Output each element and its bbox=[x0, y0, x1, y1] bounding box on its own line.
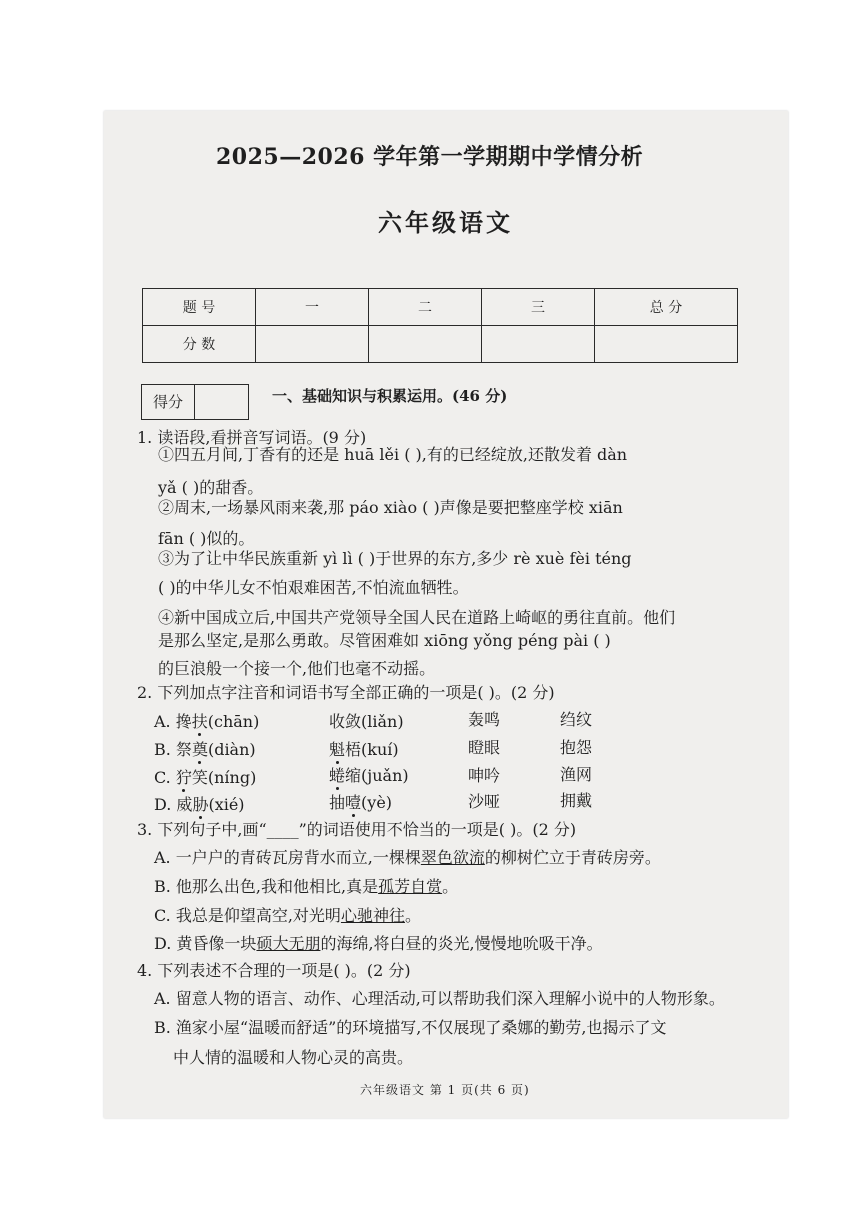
q3-option-b: B. 他那么出色,我和他相比,真是孤芳自赏。 bbox=[154, 877, 459, 896]
section-title: 一、基础知识与积累运用。(46 分) bbox=[272, 387, 508, 405]
q1-line: ①四五月间,丁香有的还是 huā lěi ( ),有的已经绽放,还散发着 dàn bbox=[158, 445, 628, 464]
q2-option-a-word3: 轰鸣 bbox=[468, 710, 501, 729]
q3-option-d: D. 黄昏像一块硕大无朋的海绵,将白昼的炎光,慢慢地吮吸干净。 bbox=[154, 934, 603, 953]
q2-option-c-word4: 渔网 bbox=[560, 765, 593, 784]
q2-option-c-word2: 蜷缩(juǎn) bbox=[329, 766, 409, 785]
q3-option-a: A. 一户户的青砖瓦房背水而立,一棵棵翠色欲流的柳树伫立于青砖房旁。 bbox=[154, 848, 661, 867]
q1-line: ③为了让中华民族重新 yì lì ( )于世界的东方,多少 rè xuè fèi téng bbox=[158, 549, 632, 568]
table-row bbox=[143, 326, 738, 363]
q2-option-d-word2: 抽噎(yè) bbox=[329, 793, 393, 812]
q1-line: ④新中国成立后,中国共产党领导全国人民在道路上崎岖的勇往直前。他们 bbox=[158, 608, 676, 627]
table-row bbox=[143, 289, 738, 326]
exam-subject: 六年级语文 bbox=[378, 208, 513, 237]
q3-stem: 3. 下列句子中,画“____”的词语使用不恰当的一项是( )。(2 分) bbox=[137, 820, 577, 839]
section-score-box bbox=[141, 384, 249, 420]
q2-option-c: C. 狞笑(níng) bbox=[154, 768, 257, 787]
q2-option-d: D. 威胁(xié) bbox=[154, 795, 245, 814]
table-cell: 三 bbox=[482, 289, 595, 326]
page-footer: 六年级语文 第 1 页(共 6 页) bbox=[360, 1083, 530, 1097]
q2-option-d-word4: 拥戴 bbox=[560, 791, 593, 810]
q4-option-b-cont: 中人情的温暖和人物心灵的高贵。 bbox=[173, 1048, 414, 1067]
score-input-cell[interactable] bbox=[482, 326, 595, 363]
q1-line: fān ( )似的。 bbox=[158, 529, 255, 548]
score-input-cell[interactable] bbox=[256, 326, 369, 363]
q2-option-c-word3: 呻吟 bbox=[468, 766, 501, 785]
score-input-cell[interactable] bbox=[369, 326, 482, 363]
q2-option-a-word2: 收敛(liǎn) bbox=[329, 712, 404, 731]
q1-line: yǎ ( )的甜香。 bbox=[158, 478, 264, 497]
q2-option-a-word4: 绉纹 bbox=[560, 710, 593, 729]
table-cell: 一 bbox=[256, 289, 369, 326]
q1-line: ( )的中华儿女不怕艰难困苦,不怕流血牺牲。 bbox=[158, 578, 469, 597]
table-cell: 题 号 bbox=[143, 289, 256, 326]
q1-line: ②周末,一场暴风雨来袭,那 páo xiào ( )声像是要把整座学校 xiān bbox=[158, 498, 623, 517]
q3-option-c: C. 我总是仰望高空,对光明心驰神往。 bbox=[154, 906, 421, 925]
section-score-label: 得分 bbox=[142, 385, 195, 419]
q1-stem: 1. 读语段,看拼音写词语。(9 分) bbox=[137, 428, 367, 447]
q2-option-d-word3: 沙哑 bbox=[468, 792, 501, 811]
exam-title: 2025—2026 学年第一学期期中学情分析 bbox=[216, 144, 644, 170]
table-cell: 二 bbox=[369, 289, 482, 326]
q2-option-a: A. 搀扶(chān) bbox=[154, 712, 260, 731]
q4-option-a: A. 留意人物的语言、动作、心理活动,可以帮助我们深入理解小说中的人物形象。 bbox=[154, 989, 725, 1008]
q1-line: 的巨浪般一个接一个,他们也毫不动摇。 bbox=[158, 659, 436, 678]
q4-option-b: B. 渔家小屋“温暖而舒适”的环境描写,不仅展现了桑娜的勤劳,也揭示了文 bbox=[154, 1018, 667, 1037]
q4-stem: 4. 下列表述不合理的一项是( )。(2 分) bbox=[137, 961, 411, 980]
score-table bbox=[142, 288, 738, 363]
q2-option-b: B. 祭奠(diàn) bbox=[154, 740, 256, 759]
table-cell: 分 数 bbox=[143, 326, 256, 363]
score-input-cell[interactable] bbox=[595, 326, 738, 363]
q2-option-b-word3: 瞪眼 bbox=[468, 738, 501, 757]
table-cell: 总 分 bbox=[595, 289, 738, 326]
q2-option-b-word2: 魁梧(kuí) bbox=[329, 740, 399, 759]
q1-line: 是那么坚定,是那么勇敢。尽管困难如 xiōng yǒng péng pài ( ) bbox=[158, 631, 611, 650]
q2-option-b-word4: 抱怨 bbox=[560, 738, 593, 757]
q2-stem: 2. 下列加点字注音和词语书写全部正确的一项是( )。(2 分) bbox=[137, 683, 555, 702]
